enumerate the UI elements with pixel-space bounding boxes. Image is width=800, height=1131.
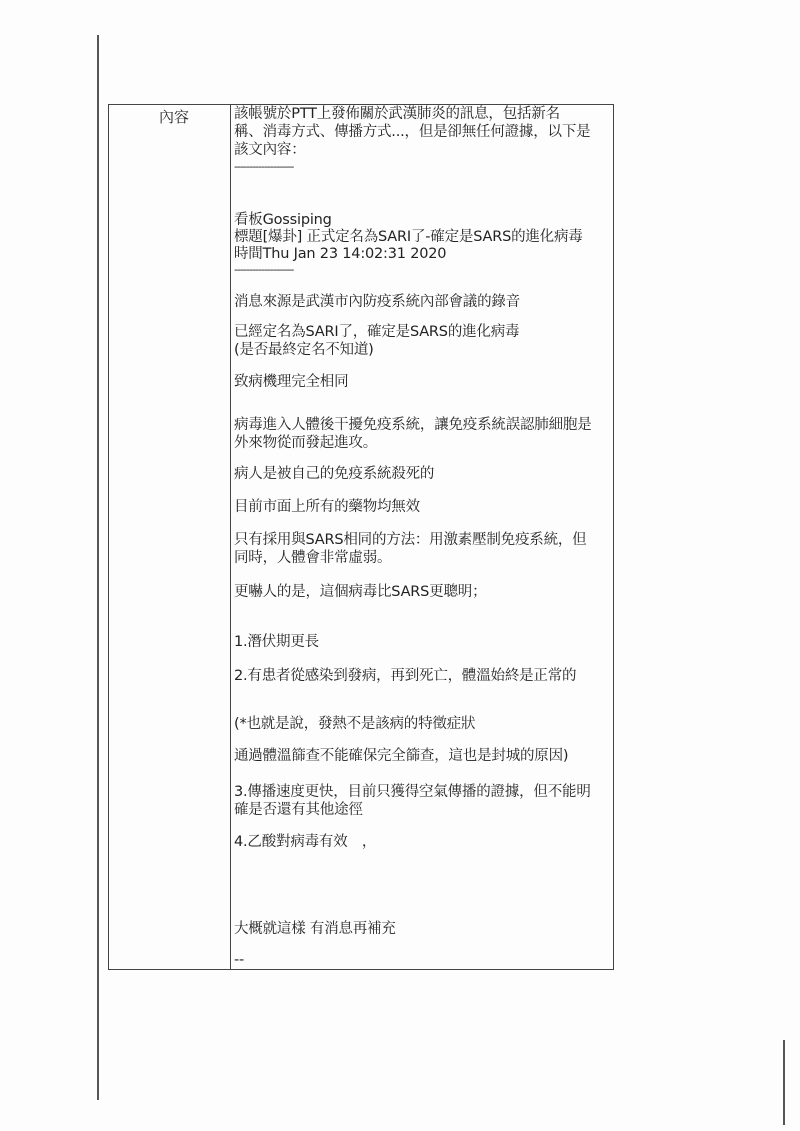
post-time: 時間Thu Jan 23 14:02:31 2020	[234, 246, 447, 262]
body-line: 4.乙酸對病毒有效 ，	[234, 834, 377, 850]
row-label: 內容	[159, 108, 190, 126]
body-line: 只有採用與SARS相同的方法：用激素壓制免疫系統，但	[234, 532, 587, 548]
column-divider	[230, 105, 231, 969]
body-line: 通過體溫篩查不能確保完全篩查，這也是封城的原因)	[234, 748, 569, 764]
body-line: 病人是被自己的免疫系統殺死的	[234, 466, 435, 482]
body-line: 外來物從而發起進攻。	[234, 435, 377, 451]
body-line: 同時，人體會非常虛弱。	[234, 550, 392, 566]
intro-line: 該文內容：	[234, 142, 306, 158]
separator: --------------------	[234, 160, 294, 173]
body-line: (*也就是說，發熱不是該病的特徵症狀	[234, 716, 476, 732]
scan-artifact-line-left	[97, 35, 99, 1100]
body-line: 病毒進入人體後干擾免疫系統，讓免疫系統誤認肺細胞是	[234, 417, 592, 433]
intro-line: 稱、消毒方式、傳播方式...，但是卻無任何證據，以下是	[234, 124, 591, 140]
separator: --------------------	[234, 263, 294, 276]
body-line: 目前市面上所有的藥物均無效	[234, 499, 420, 515]
body-line: 3.傳播速度更快，目前只獲得空氣傳播的證據，但不能明	[234, 784, 591, 800]
scan-artifact-line-right	[783, 1040, 785, 1125]
body-line: (是否最終定名不知道)	[234, 342, 374, 358]
body-line: 更嚇人的是，這個病毒比SARS更聰明；	[234, 584, 487, 600]
body-line: 1.潛伏期更長	[234, 634, 319, 650]
body-line: 已經定名為SARI了，確定是SARS的進化病毒	[234, 324, 520, 340]
body-line: 致病機理完全相同	[234, 374, 349, 390]
body-line: 消息來源是武漢市內防疫系統內部會議的錄音	[234, 294, 520, 310]
intro-line: 該帳號於PTT上發佈關於武漢肺炎的訊息，包括新名	[234, 106, 560, 122]
body-line: 2.有患者從感染到發病，再到死亡，體溫始終是正常的	[234, 668, 577, 684]
post-title: 標題[爆卦] 正式定名為SARI了-確定是SARS的進化病毒	[234, 229, 583, 245]
body-line: 大概就這樣 有消息再補充	[234, 921, 396, 937]
content-table	[108, 104, 614, 970]
post-board: 看板Gossiping	[234, 212, 332, 228]
body-line: 確是否還有其他途徑	[234, 802, 363, 818]
body-line: --	[234, 952, 245, 968]
